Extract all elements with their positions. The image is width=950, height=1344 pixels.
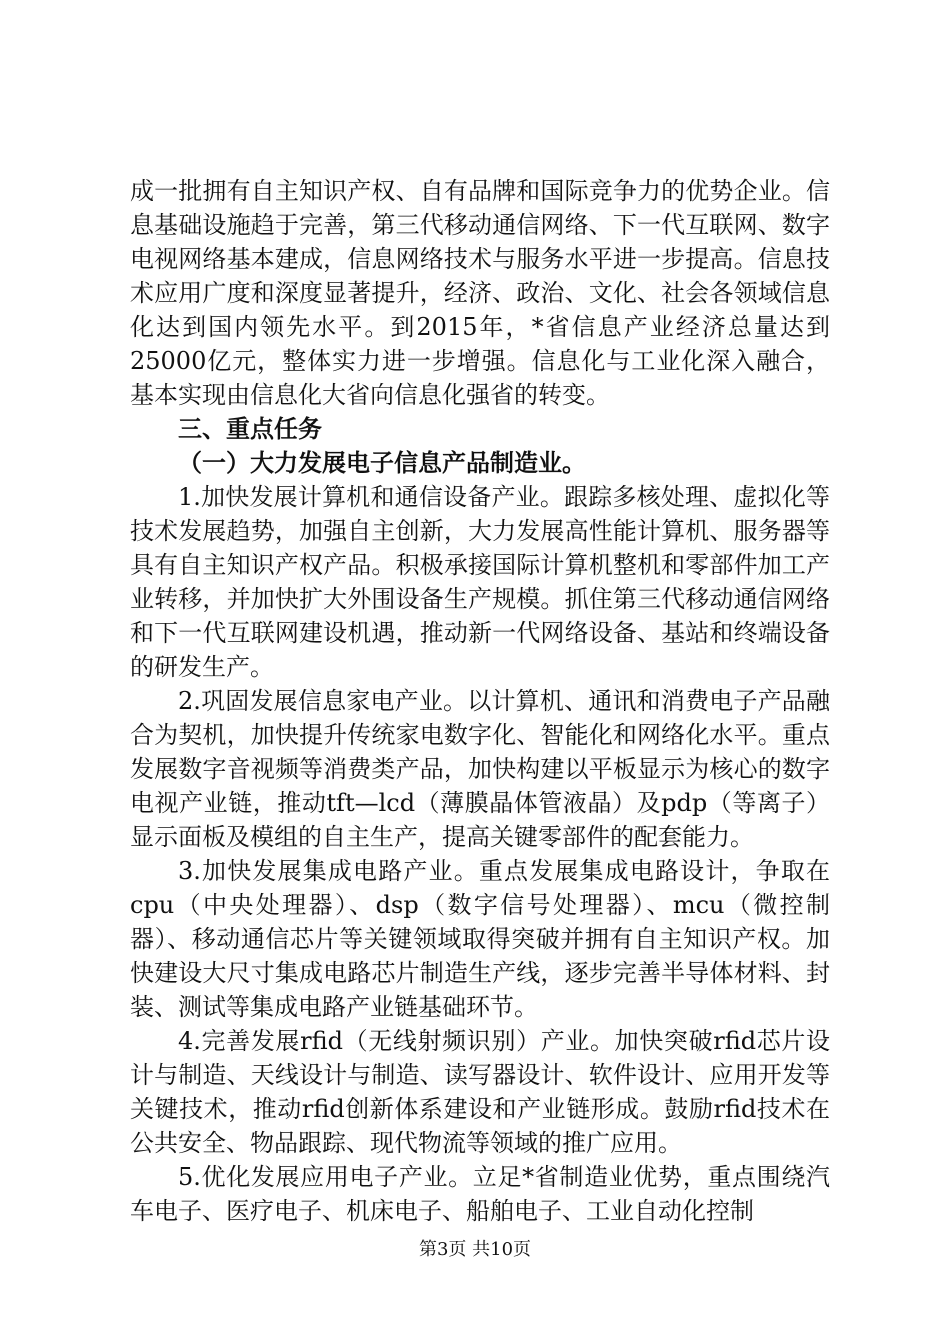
page-footer: 第3页 共10页 — [418, 1239, 532, 1260]
paragraph-item-5: 5.优化发展应用电子产业。立足*省制造业优势，重点围绕汽车电子、医疗电子、机床电子、船舶电子、工业自动化控制 — [130, 1163, 830, 1225]
document-body — [130, 174, 830, 1228]
section-heading: 三、重点任务 — [178, 414, 322, 443]
paragraph-item-2: 2.巩固发展信息家电产业。以计算机、通讯和消费电子产品融合为契机，加快提升传统家电数字化、智能化和网络化水平。重点发展数字音视频等消费类产品，加快构建以平板显示为核心的数字电视产业链，推动tft—lcd（薄膜晶体管液晶）及pdp（等离子）显示面板及模组的自主生产，提高关键零部件的配套能力。 — [130, 687, 830, 851]
paragraph-continuation: 成一批拥有自主知识产权、自有品牌和国际竞争力的优势企业。信息基础设施趋于完善，第三代移动通信网络、下一代互联网、数字电视网络基本建成，信息网络技术与服务水平进一步提高。信息技术应用广度和深度显著提升，经济、政治、文化、社会各领域信息化达到国内领先水平。到2015年，*省信息产业经济总量达到25000亿元，整体实力进一步增强。信息化与工业化深入融合，基本实现由信息化大省向信息化强省的转变。 — [130, 177, 830, 409]
paragraph-item-3: 3.加快发展集成电路产业。重点发展集成电路设计，争取在cpu（中央处理器）、dsp（数字信号处理器）、mcu（微控制器）、移动通信芯片等关键领域取得突破并拥有自主知识产权。加快建设大尺寸集成电路芯片制造生产线，逐步完善半导体材料、封装、测试等集成电路产业链基础环节。 — [130, 857, 830, 1021]
paragraph-item-1: 1.加快发展计算机和通信设备产业。跟踪多核处理、虚拟化等技术发展趋势，加强自主创新，大力发展高性能计算机、服务器等具有自主知识产权产品。积极承接国际计算机整机和零部件加工产业转移，并加快扩大外围设备生产规模。抓住第三代移动通信网络和下一代互联网建设机遇，推动新一代网络设备、基站和终端设备的研发生产。 — [130, 483, 830, 681]
paragraph-item-4: 4.完善发展rfid（无线射频识别）产业。加快突破rfid芯片设计与制造、天线设计与制造、读写器设计、软件设计、应用开发等关键技术，推动rfid创新体系建设和产业链形成。鼓励rfid技术在公共安全、物品跟踪、现代物流等领域的推广应用。 — [130, 1027, 830, 1157]
subsection-heading: （一）大力发展电子信息产品制造业。 — [178, 448, 586, 477]
